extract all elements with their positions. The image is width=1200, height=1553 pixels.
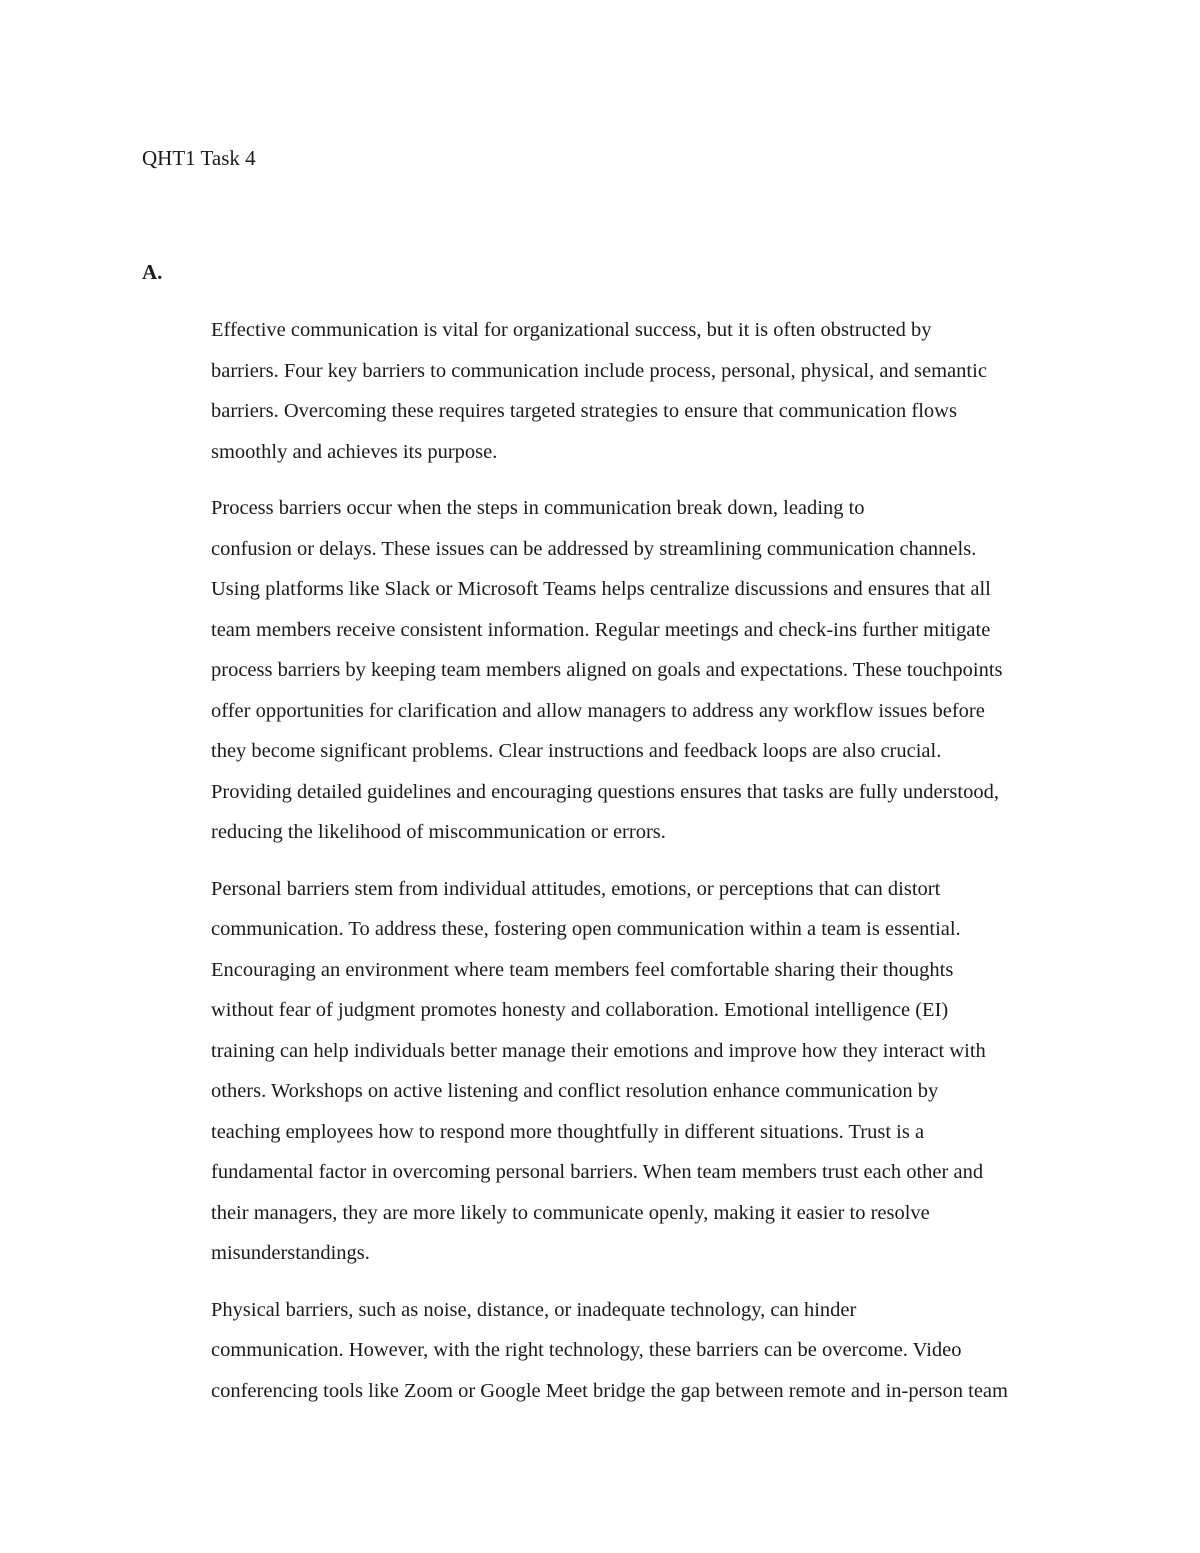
paragraph-line: team members receive consistent information. Regular meetings and check-ins further mitigate — [211, 618, 991, 641]
document-body — [142, 310, 1072, 1427]
paragraph-line: their managers, they are more likely to communicate openly, making it easier to resolve — [211, 1201, 930, 1224]
paragraph-line: training can help individuals better manage their emotions and improve how they interact with — [211, 1039, 986, 1062]
document-page — [142, 0, 1072, 1553]
paragraph-line: communication. However, with the right technology, these barriers can be overcome. Video — [211, 1339, 962, 1361]
paragraph — [142, 869, 1072, 1274]
paragraph-line: misunderstandings. — [211, 1242, 370, 1264]
paragraph-line: Encouraging an environment where team members feel comfortable sharing their thoughts — [211, 958, 954, 981]
paragraph-line: teaching employees how to respond more thoughtfully in different situations. Trust is a — [211, 1120, 925, 1143]
paragraph-line: offer opportunities for clarification and allow managers to address any workflow issues before — [211, 699, 985, 722]
paragraph-line: process barriers by keeping team members aligned on goals and expectations. These touchpoints — [211, 659, 1003, 681]
paragraph-line: reducing the likelihood of miscommunication or errors. — [211, 821, 666, 843]
paragraph-line: fundamental factor in overcoming personal barriers. When team members trust each other and — [211, 1161, 984, 1183]
paragraph-line: Physical barriers, such as noise, distance, or inadequate technology, can hinder — [211, 1298, 857, 1321]
paragraph — [142, 1290, 1072, 1412]
paragraph — [142, 310, 1072, 472]
paragraph-line: Personal barriers stem from individual attitudes, emotions, or perceptions that can distort — [211, 877, 941, 900]
paragraph-line: they become significant problems. Clear instructions and feedback loops are also crucial. — [211, 740, 942, 762]
paragraph-line: without fear of judgment promotes honesty and collaboration. Emotional intelligence (EI) — [211, 999, 949, 1021]
paragraph-line: Providing detailed guidelines and encouraging questions ensures that tasks are fully understood, — [211, 780, 999, 803]
paragraph-line: Process barriers occur when the steps in communication break down, leading to — [211, 497, 865, 519]
section-heading: A. — [142, 260, 163, 284]
paragraph-line: conferencing tools like Zoom or Google Meet bridge the gap between remote and in-person team — [211, 1379, 1008, 1402]
paragraph-line: communication. To address these, fostering open communication within a team is essential. — [211, 918, 961, 940]
paragraph-line: barriers. Overcoming these requires targeted strategies to ensure that communication flows — [211, 400, 957, 422]
paragraph-line: smoothly and achieves its purpose. — [211, 440, 498, 463]
paragraph-line: barriers. Four key barriers to communication include process, personal, physical, and semantic — [211, 359, 987, 382]
document-title: QHT1 Task 4 — [142, 146, 256, 170]
paragraph-line: others. Workshops on active listening and conflict resolution enhance communication by — [211, 1080, 939, 1102]
paragraph-line: confusion or delays. These issues can be addressed by streamlining communication channels. — [211, 537, 977, 560]
paragraph — [142, 488, 1072, 853]
paragraph-line: Using platforms like Slack or Microsoft Teams helps centralize discussions and ensures that all — [211, 578, 991, 600]
paragraph-line: Effective communication is vital for organizational success, but it is often obstructed by — [211, 319, 932, 341]
